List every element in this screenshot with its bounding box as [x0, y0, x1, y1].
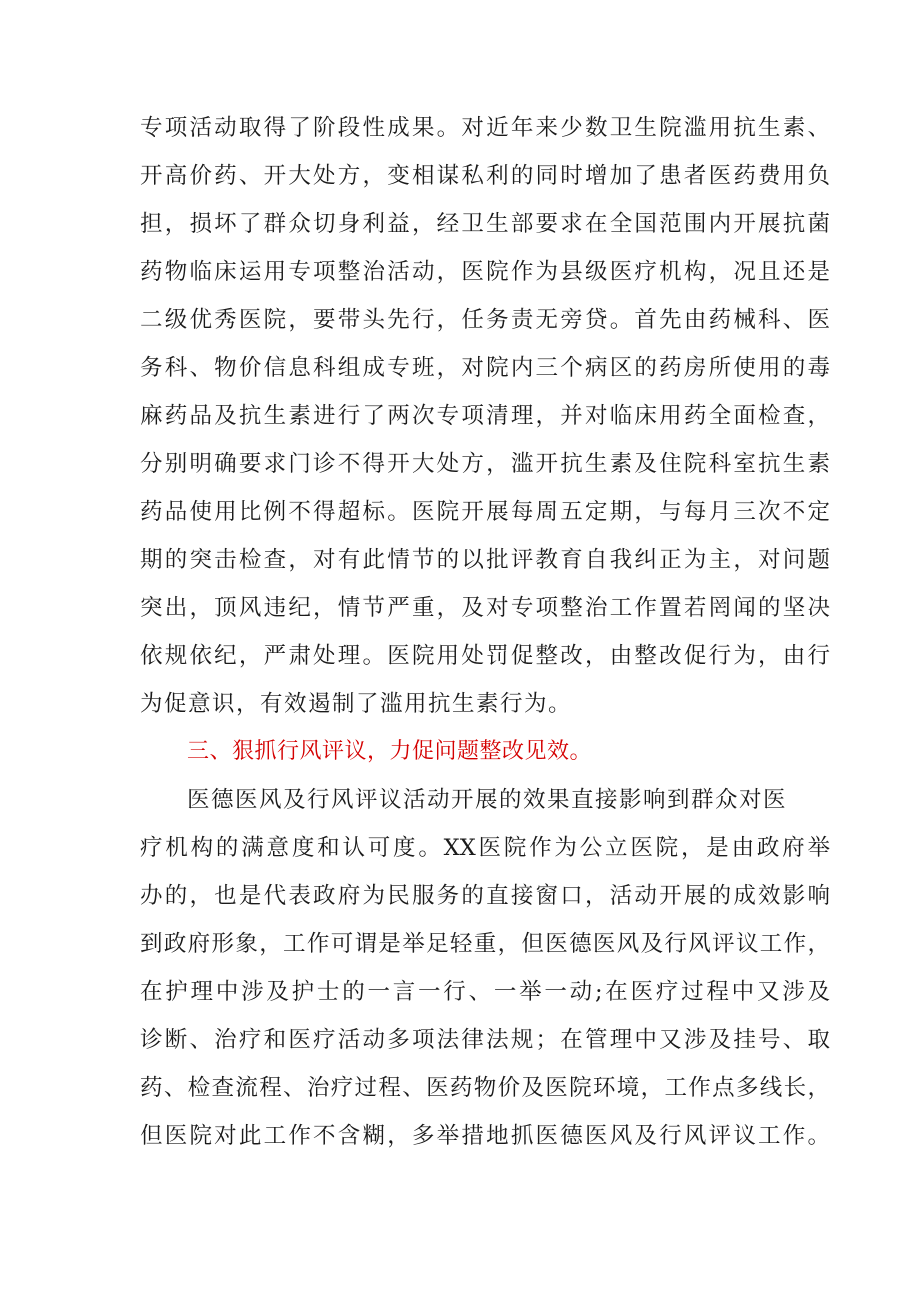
paragraph-line: 到政府形象，工作可谓是举足轻重，但医德医风及行风评议工作，: [140, 931, 830, 957]
paragraph-line: 担，损坏了群众切身利益，经卫生部要求在全国范围内开展抗菌: [140, 211, 830, 237]
paragraph-line: 药品使用比例不得超标。医院开展每周五定期，与每月三次不定: [140, 499, 830, 525]
paragraph-line: 为促意识，有效遏制了滥用抗生素行为。: [140, 691, 573, 717]
paragraph-line: 突出，顶风违纪，情节严重，及对专项整治工作置若罔闻的坚决: [140, 595, 830, 621]
section-heading: 三、狠抓行风评议，力促问题整改见效。: [187, 739, 593, 764]
paragraph-line: 但医院对此工作不含糊，多举措地抓医德医风及行风评议工作。: [140, 1123, 830, 1149]
paragraph-line: 办的，也是代表政府为民服务的直接窗口，活动开展的成效影响: [140, 883, 830, 909]
paragraph-line: 医德医风及行风评议活动开展的效果直接影响到群众对医: [187, 787, 788, 813]
paragraph-line: 分别明确要求门诊不得开大处方，滥开抗生素及住院科室抗生素: [140, 451, 830, 477]
paragraph-line: 疗机构的满意度和认可度。XX医院作为公立医院，是由政府举: [140, 835, 830, 861]
paragraph-line: 诊断、治疗和医疗活动多项法律法规；在管理中又涉及挂号、取: [140, 1027, 830, 1053]
paragraph-line: 专项活动取得了阶段性成果。对近年来少数卫生院滥用抗生素、: [140, 115, 830, 141]
paragraph-line: 依规依纪，严肃处理。医院用处罚促整改，由整改促行为，由行: [140, 643, 830, 669]
paragraph-line: 开高价药、开大处方，变相谋私利的同时增加了患者医药费用负: [140, 163, 830, 189]
paragraph-line: 二级优秀医院，要带头先行，任务责无旁贷。首先由药械科、医: [140, 307, 830, 333]
paragraph-line: 药、检查流程、治疗过程、医药物价及医院环境，工作点多线长，: [140, 1075, 830, 1101]
paragraph-line: 期的突击检查，对有此情节的以批评教育自我纠正为主，对问题: [140, 547, 830, 573]
paragraph-line: 务科、物价信息科组成专班，对院内三个病区的药房所使用的毒: [140, 355, 830, 381]
paragraph-line: 在护理中涉及护士的一言一行、一举一动;在医疗过程中又涉及: [140, 979, 830, 1005]
paragraph-line: 麻药品及抗生素进行了两次专项清理，并对临床用药全面检查，: [140, 403, 830, 429]
paragraph-line: 药物临床运用专项整治活动，医院作为县级医疗机构，况且还是: [140, 259, 830, 285]
